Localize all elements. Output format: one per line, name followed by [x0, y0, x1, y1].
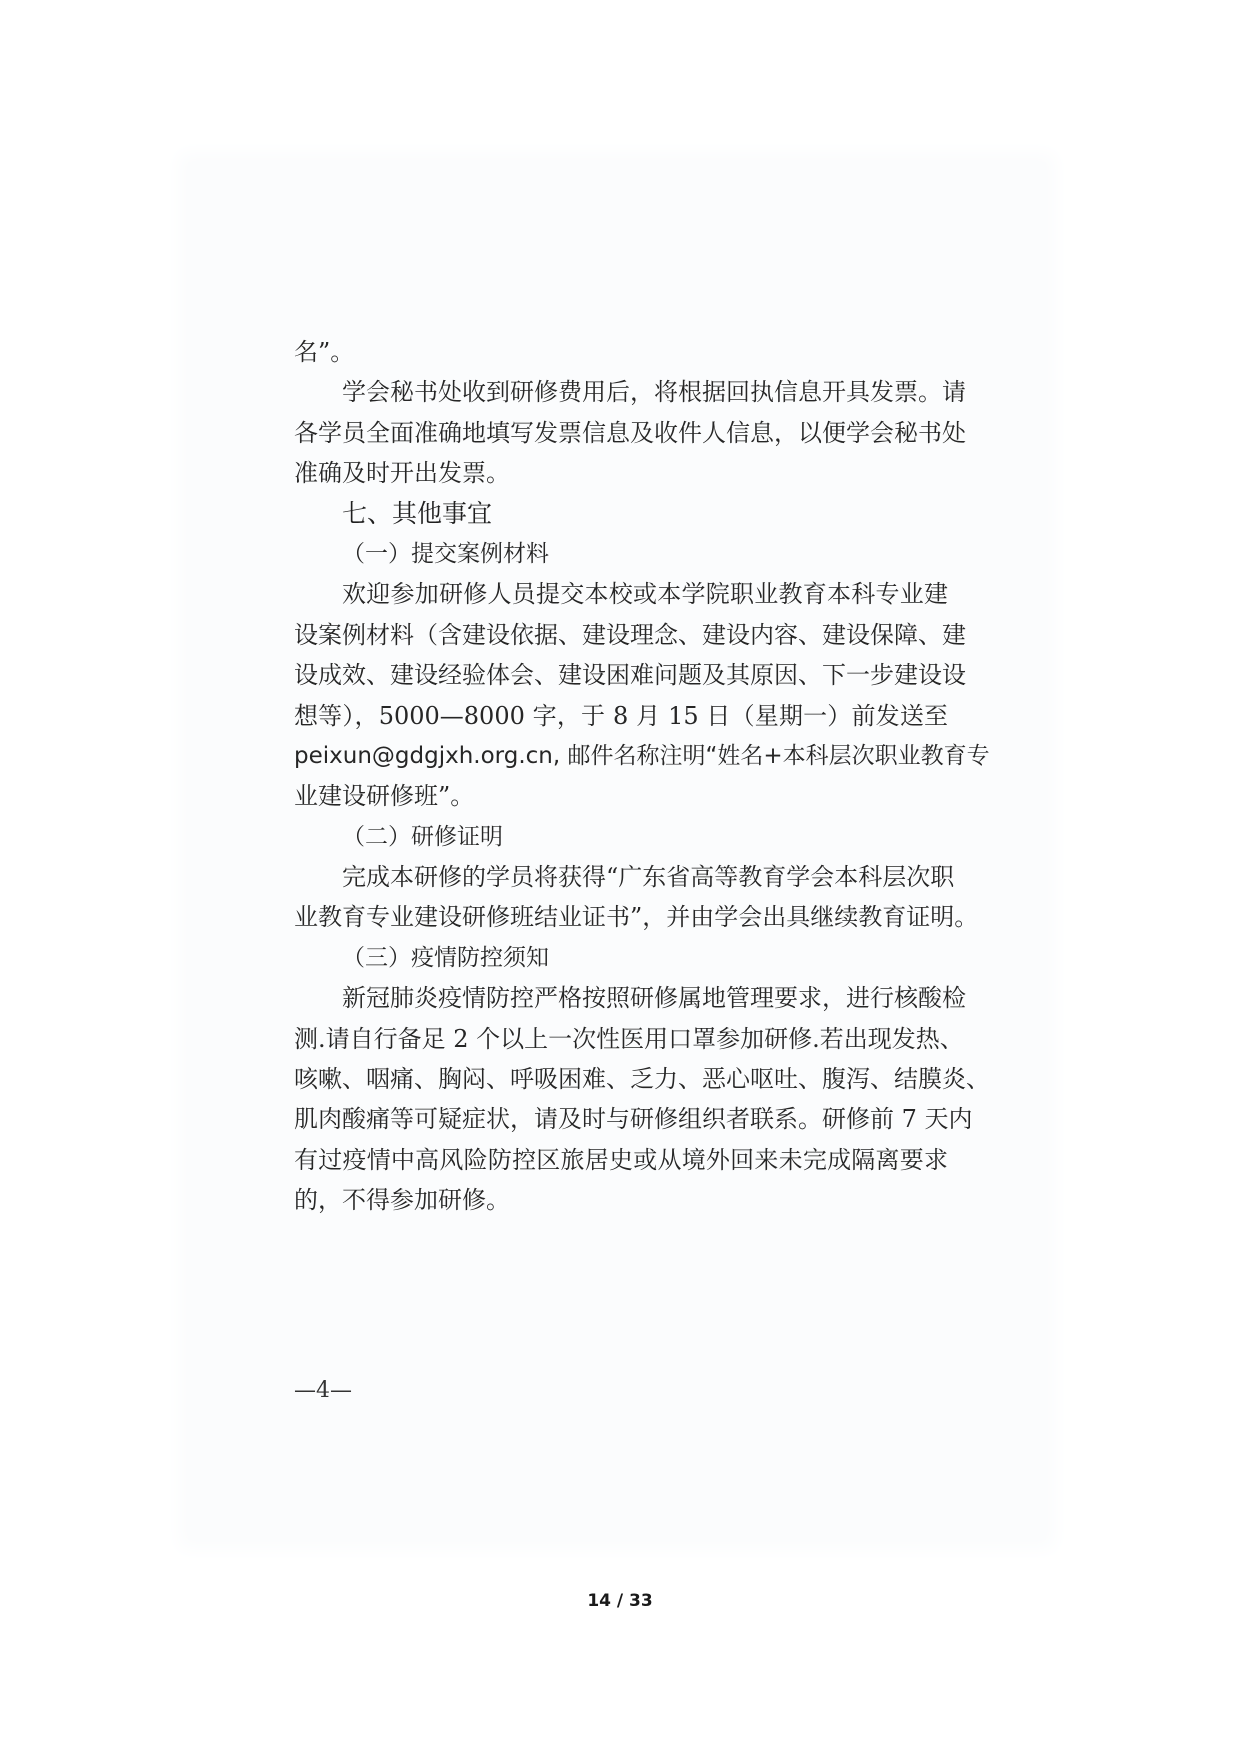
text-line: 欢迎参加研修人员提交本校或本学院职业教育本科专业建: [342, 580, 948, 609]
page-number-mark: —4—: [294, 1378, 352, 1403]
text-line: 肌肉酸痛等可疑症状，请及时与研修组织者联系。研修前 7 天内: [294, 1105, 973, 1134]
subsection-heading: （一）提交案例材料: [342, 540, 549, 567]
document-body: [294, 332, 990, 1221]
subsection-heading: （二）研修证明: [342, 823, 503, 850]
text-line: 新冠肺炎疫情防控严格按照研修属地管理要求，进行核酸检: [342, 984, 966, 1013]
text-line: 测.请自行备足 2 个以上一次性医用口罩参加研修.若出现发热、: [294, 1024, 964, 1053]
text-line: 准确及时开出发票。: [294, 459, 510, 488]
text-line: 学会秘书处收到研修费用后，将根据回执信息开具发票。请: [342, 378, 966, 407]
text-line: 咳嗽、咽痛、胸闷、呼吸困难、乏力、恶心呕吐、腹泻、结膜炎、: [294, 1065, 990, 1094]
section-heading: 七、其他事宜: [342, 498, 493, 528]
text-line: 完成本研修的学员将获得“广东省高等教育学会本科层次职: [342, 863, 955, 892]
text-line: 有过疫情中高风险防控区旅居史或从境外回来未完成隔离要求: [294, 1145, 948, 1174]
text-line: peixun@gdgjxh.org.cn, 邮件名称注明“姓名+本科层次职业教育专: [294, 742, 990, 769]
text-line: 业教育专业建设研修班结业证书”，并由学会出具继续教育证明。: [294, 903, 979, 932]
subsection-heading: （三）疫情防控须知: [342, 944, 549, 971]
text-line: 想等），5000—8000 字，于 8 月 15 日（星期一）前发送至: [294, 701, 948, 730]
text-line: 各学员全面准确地填写发票信息及收件人信息，以便学会秘书处: [294, 418, 966, 447]
text-line: 业建设研修班”。: [294, 782, 475, 811]
text-line: 设成效、建设经验体会、建设困难问题及其原因、下一步建设设: [294, 661, 966, 690]
text-line: 名”。: [294, 338, 355, 366]
page-counter: 14 / 33: [587, 1591, 653, 1611]
text-line: 设案例材料（含建设依据、建设理念、建设内容、建设保障、建: [294, 620, 966, 649]
text-line: 的，不得参加研修。: [294, 1186, 510, 1215]
